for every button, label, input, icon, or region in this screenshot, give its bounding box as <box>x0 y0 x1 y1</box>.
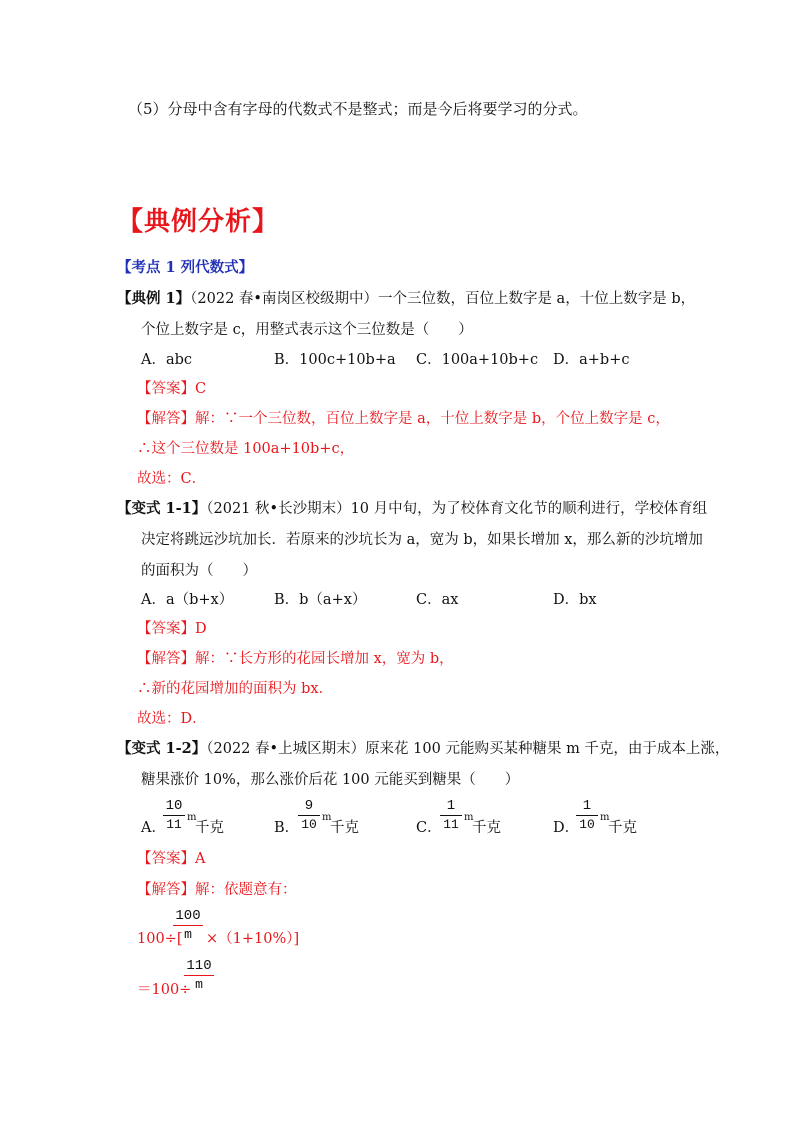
variant-2-option-a-var: m <box>187 812 197 823</box>
variant-2-option-c-label: C． <box>416 820 442 836</box>
variant-2-option-d-label: D． <box>553 820 580 836</box>
variant-2-option-b-unit: 千克 <box>330 820 359 836</box>
variant-2-option-a-fraction <box>163 798 185 832</box>
variant-2-line2: 糖果涨价 10%，那么涨价后花 100 元能买到糖果（ ） <box>141 772 520 788</box>
variant-2-option-c-fraction <box>440 798 462 832</box>
example-1-analysis-line3: 故选：C． <box>137 471 207 487</box>
variant-2-option-c-unit: 千克 <box>472 820 501 836</box>
variant-1-analysis-line1: 【解答】解：∵长方形的花园长增加 x，宽为 b， <box>137 651 454 667</box>
variant-1-option-a: A．a（b+x） <box>141 592 234 608</box>
fraction-denominator: 11 <box>166 817 182 832</box>
variant-2-step2-fraction <box>184 958 214 992</box>
variant-2-analysis-line1: 【解答】解：依题意有： <box>137 882 297 898</box>
variant-1-analysis-line3: 故选：D． <box>137 711 207 727</box>
example-1-option-c: C．100a+10b+c <box>416 352 539 368</box>
variant-2-step2-prefix: ＝100÷ <box>137 982 192 998</box>
example-1-analysis-line2: ∴这个三位数是 100a+10b+c， <box>137 441 355 457</box>
variant-2-option-d-unit: 千克 <box>608 820 637 836</box>
variant-2-option-d-var: m <box>600 812 610 823</box>
variant-2-option-b-var: m <box>322 812 332 823</box>
variant-2-answer: 【答案】A <box>137 851 206 867</box>
variant-1-line3: 的面积为（ ） <box>141 563 257 579</box>
variant-2-option-a-label: A． <box>141 820 166 836</box>
variant-1-option-d: D．bx <box>553 592 597 608</box>
section-title: 【典例分析】 <box>117 207 280 237</box>
variant-1-question <box>117 499 707 519</box>
example-1-line2: 个位上数字是 c，用整式表示这个三位数是（ ） <box>141 322 473 338</box>
variant-2-step1-prefix: 100÷[ <box>137 931 183 947</box>
fraction-denominator: m <box>195 977 203 992</box>
fraction-numerator: 10 <box>165 798 183 814</box>
variant-2-line1: （2022 春•上城区期末）原来花 100 元能购买某种糖果 m 千克，由于成本上涨， <box>206 741 730 757</box>
variant-1-tag: 【变式 1-1】 <box>117 500 207 517</box>
variant-2-step1-suffix: ×（1+10%）] <box>206 931 300 947</box>
fraction-denominator: m <box>184 927 192 942</box>
variant-2-option-a-unit: 千克 <box>195 820 224 836</box>
example-1-tag: 【典例 1】 <box>117 290 191 307</box>
example-1-option-b: B．100c+10b+a <box>274 352 396 368</box>
example-1-question <box>117 289 695 309</box>
variant-2-option-c-var: m <box>464 812 474 823</box>
fraction-numerator: 1 <box>582 798 592 814</box>
variant-2-question <box>117 739 729 759</box>
example-1-line1: （2022 春•南岗区校级期中）一个三位数，百位上数字是 a，十位上数字是 b， <box>190 291 696 307</box>
example-1-answer: 【答案】C <box>137 381 207 397</box>
variant-2-option-b-label: B． <box>274 820 300 836</box>
example-1-option-a: A．abc <box>141 352 193 368</box>
variant-2-option-d-fraction <box>576 798 598 832</box>
fraction-numerator: 100 <box>175 908 201 924</box>
variant-1-line1: （2021 秋•长沙期末）10 月中旬，为了校体育文化节的顺利进行，学校体育组 <box>206 501 708 517</box>
topic-title: 【考点 1 列代数式】 <box>117 259 254 276</box>
variant-2-option-b-fraction <box>298 798 320 832</box>
example-1-analysis-line1: 【解答】解：∵一个三位数，百位上数字是 a，十位上数字是 b，个位上数字是 c， <box>137 411 670 427</box>
fraction-numerator: 9 <box>304 798 314 814</box>
variant-1-analysis-line2: ∴新的花园增加的面积为 bx． <box>137 681 334 697</box>
fraction-numerator: 110 <box>186 958 212 974</box>
variant-2-step1-fraction <box>173 908 203 942</box>
variant-1-answer: 【答案】D <box>137 621 207 637</box>
fraction-denominator: 10 <box>579 817 595 832</box>
variant-1-option-b: B．b（a+x） <box>274 592 367 608</box>
fraction-denominator: 10 <box>301 817 317 832</box>
fraction-numerator: 1 <box>446 798 456 814</box>
variant-1-option-c: C．ax <box>416 592 459 608</box>
variant-1-line2: 决定将跳远沙坑加长．若原来的沙坑长为 a，宽为 b，如果长增加 x，那么新的沙坑增加 <box>141 532 703 548</box>
variant-2-tag: 【变式 1-2】 <box>117 740 207 757</box>
fraction-denominator: 11 <box>443 817 459 832</box>
example-1-option-d: D．a+b+c <box>553 352 630 368</box>
intro-note: （5）分母中含有字母的代数式不是整式；而是今后将要学习的分式。 <box>128 100 588 118</box>
